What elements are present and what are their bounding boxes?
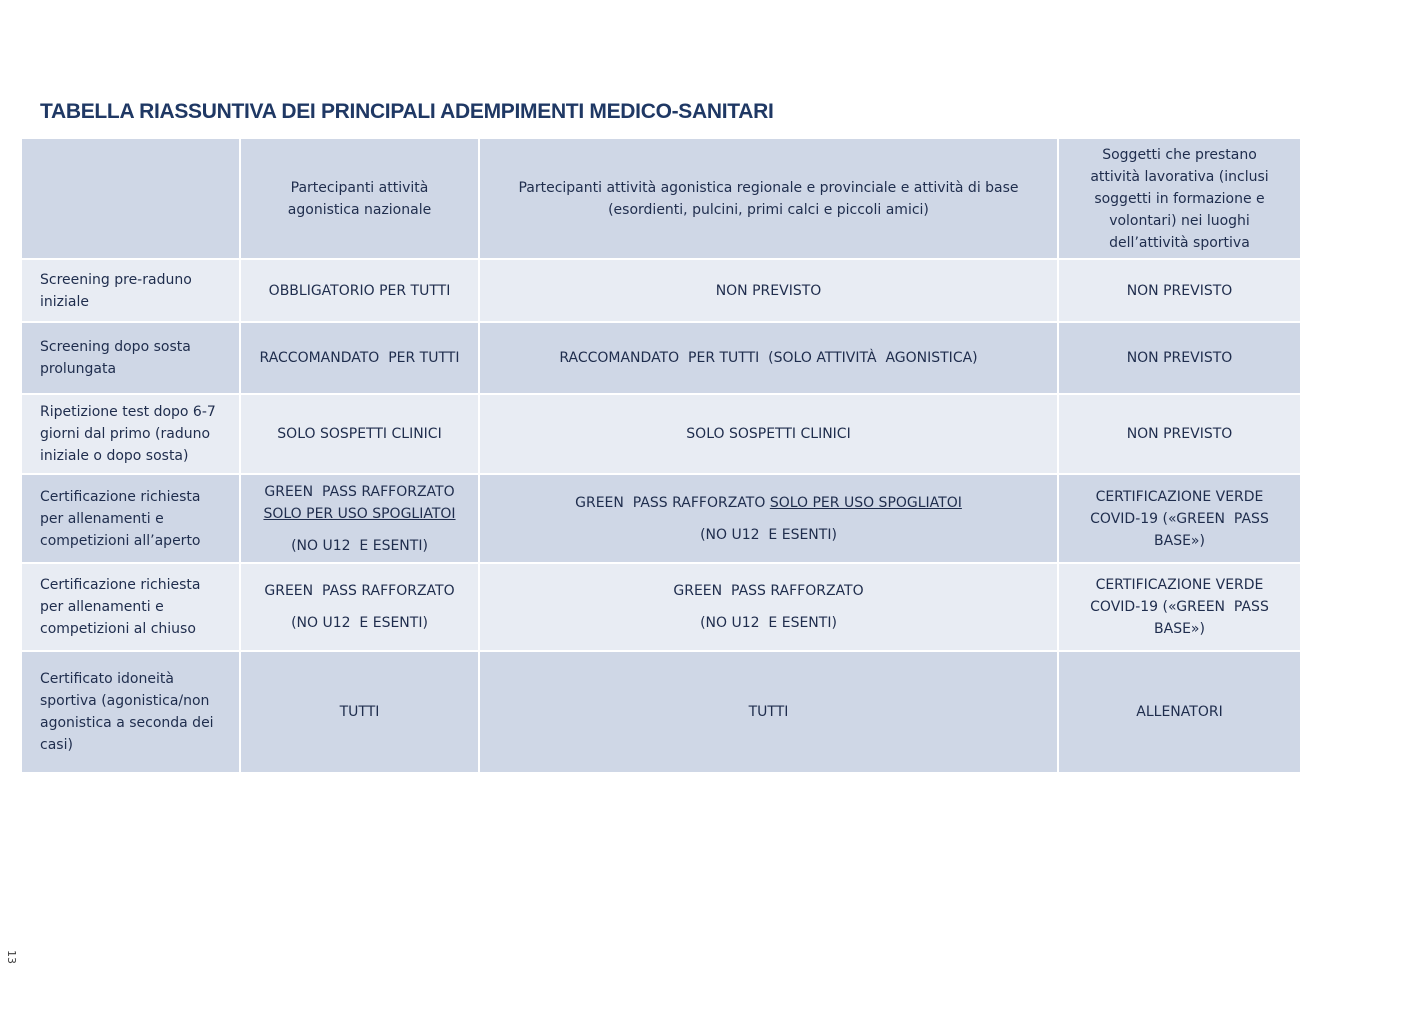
cell-line: GREEN PASS RAFFORZATO <box>264 583 455 599</box>
row-label-line: per allenamenti e <box>40 599 164 615</box>
cell-line: (NO U12 E ESENTI) <box>291 537 428 554</box>
table-cell <box>241 475 478 562</box>
row-label-line: Certificazione richiesta <box>40 488 201 505</box>
row-label-line: Screening dopo sosta <box>40 339 191 355</box>
row-label-line: Certificazione richiesta <box>40 577 201 593</box>
header-line: attività lavorativa (inclusi <box>1090 168 1269 185</box>
row-label-line: competizioni all’aperto <box>40 532 201 549</box>
row-label-line: competizioni al chiuso <box>40 621 196 637</box>
cell-line: CERTIFICAZIONE VERDE <box>1095 577 1264 593</box>
row-label-line: iniziale o dopo sosta) <box>40 448 189 464</box>
row-label-line: agonistica a seconda dei <box>40 715 214 731</box>
cell-line <box>575 492 962 514</box>
cell-line: BASE») <box>1154 621 1205 637</box>
cell-line: (NO U12 E ESENTI) <box>700 615 837 631</box>
row-label <box>22 395 239 473</box>
table-cell <box>1059 564 1300 650</box>
row-label <box>22 475 239 562</box>
cell-text-underlined: SOLO PER USO SPOGLIATOI <box>769 494 962 511</box>
header-cell-empty <box>22 139 239 258</box>
row-label <box>22 652 239 772</box>
table-cell: OBBLIGATORIO PER TUTTI <box>241 260 478 321</box>
row-label-line: Ripetizione test dopo 6-7 <box>40 404 216 420</box>
header-line: Partecipanti attività agonistica regionale e provinciale e attività di base <box>518 179 1019 196</box>
header-line: (esordienti, pulcini, primi calci e piccoli amici) <box>608 201 929 218</box>
cell-line: COVID-19 («GREEN PASS <box>1090 510 1269 527</box>
cell-line: CERTIFICAZIONE VERDE <box>1095 488 1264 505</box>
row-label-line: prolungata <box>40 361 117 377</box>
row-label-line: per allenamenti e <box>40 510 164 527</box>
row-label <box>22 260 239 321</box>
table-cell: ALLENATORI <box>1059 652 1300 772</box>
summary-table <box>22 139 1300 772</box>
header-regional-base <box>480 139 1057 258</box>
row-label <box>22 564 239 650</box>
table-cell: RACCOMANDATO PER TUTTI (SOLO ATTIVITÀ AGONISTICA) <box>480 323 1057 393</box>
row-label-line: Screening pre-raduno <box>40 271 192 288</box>
table-cell: SOLO SOSPETTI CLINICI <box>241 395 478 473</box>
table-cell: NON PREVISTO <box>480 260 1057 321</box>
table-cell: NON PREVISTO <box>1059 260 1300 321</box>
table-cell: SOLO SOSPETTI CLINICI <box>480 395 1057 473</box>
row-label-line: casi) <box>40 737 73 753</box>
table-cell: TUTTI <box>480 652 1057 772</box>
row-label-line: giorni dal primo (raduno <box>40 426 211 442</box>
header-line: Soggetti che prestano <box>1102 146 1257 163</box>
table-cell <box>480 475 1057 562</box>
page-title: TABELLA RIASSUNTIVA DEI PRINCIPALI ADEMPIMENTI MEDICO-SANITARI <box>40 100 774 123</box>
table-cell: NON PREVISTO <box>1059 323 1300 393</box>
row-label-line: Certificato idoneità <box>40 671 174 687</box>
table-cell: TUTTI <box>241 652 478 772</box>
header-line: volontari) nei luoghi <box>1109 212 1250 229</box>
cell-line: BASE») <box>1154 532 1205 549</box>
header-line: dell’attività sportiva <box>1109 234 1250 251</box>
header-line: Partecipanti attività <box>290 179 429 196</box>
header-national-agonistic <box>241 139 478 258</box>
table-cell: NON PREVISTO <box>1059 395 1300 473</box>
row-label <box>22 323 239 393</box>
cell-line: (NO U12 E ESENTI) <box>700 526 837 543</box>
row-label-line: sportiva (agonistica/non <box>40 693 210 709</box>
cell-line-underlined: SOLO PER USO SPOGLIATOI <box>263 505 456 522</box>
header-line: agonistica nazionale <box>287 201 432 218</box>
cell-line: GREEN PASS RAFFORZATO <box>264 483 455 500</box>
table-cell: RACCOMANDATO PER TUTTI <box>241 323 478 393</box>
cell-line: GREEN PASS RAFFORZATO <box>673 583 864 599</box>
page-number: 13 <box>5 950 18 964</box>
cell-text: GREEN PASS RAFFORZATO <box>575 494 770 511</box>
table-cell <box>241 564 478 650</box>
header-workers <box>1059 139 1300 258</box>
table-cell <box>1059 475 1300 562</box>
header-line: soggetti in formazione e <box>1094 190 1265 207</box>
row-label-line: iniziale <box>40 293 89 310</box>
table-cell <box>480 564 1057 650</box>
cell-line: COVID-19 («GREEN PASS <box>1090 599 1269 615</box>
cell-line: (NO U12 E ESENTI) <box>291 615 428 631</box>
